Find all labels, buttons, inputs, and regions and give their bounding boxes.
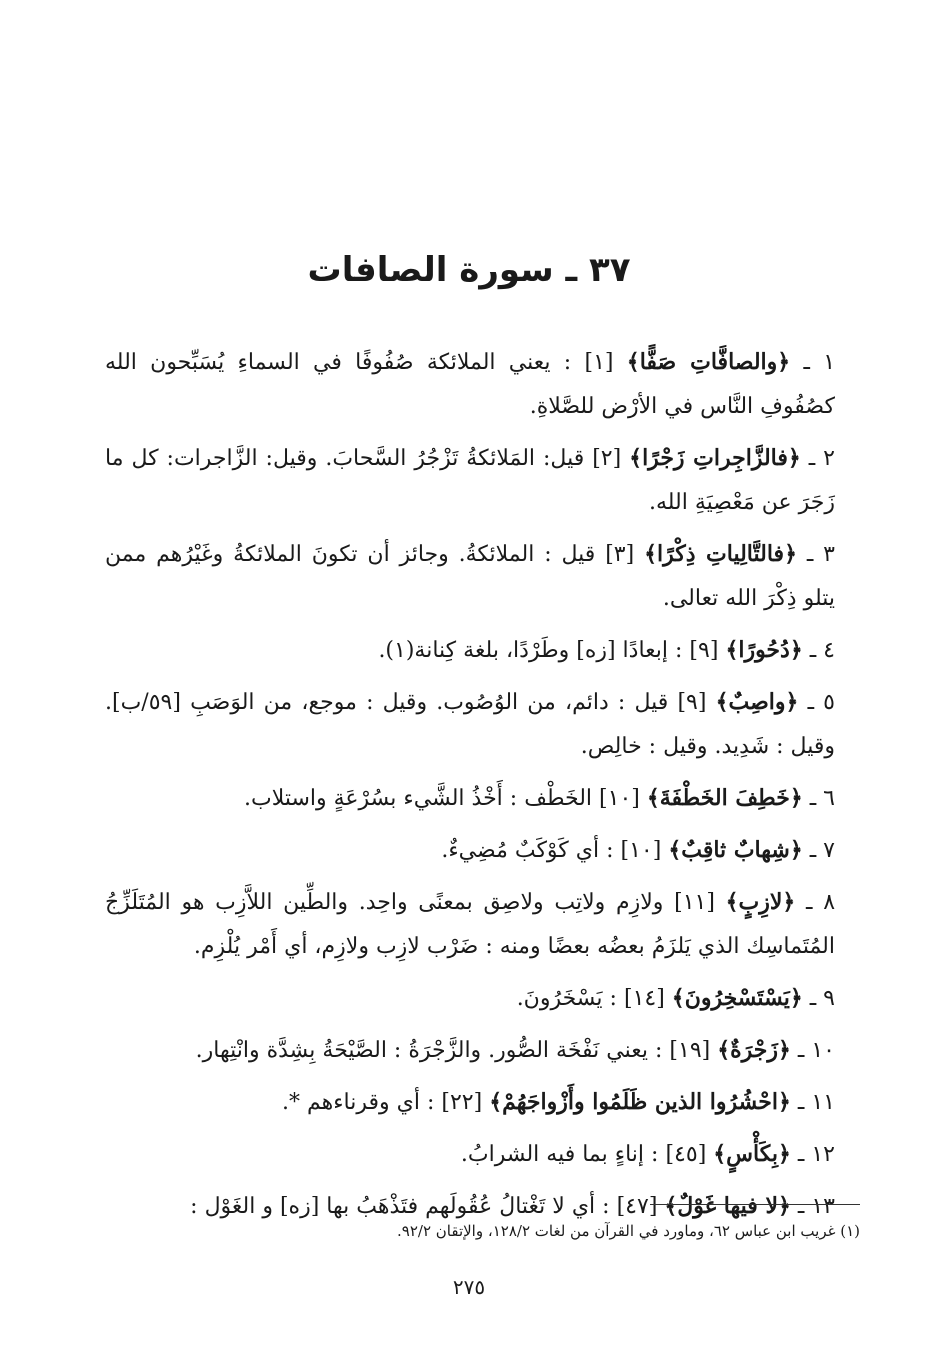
quran-quote: ﴿زَجْرَةٌ﴾	[717, 1037, 791, 1063]
entry-text: : يعني نَفْخَة الصُّور. والزَّجْرَةُ : الصَّيْحَةُ بِشِدَّة وانْتِهار.	[195, 1038, 663, 1063]
verse-reference: [٤٧]	[616, 1194, 658, 1219]
entry-text: : يَسْخَرُونَ.	[516, 986, 617, 1011]
verse-reference: [٣]	[605, 542, 635, 567]
entry-number: ٩ ـ	[809, 986, 835, 1011]
entry-text: قيل: المَلائكةُ تَزْجُرُ السَّحابَ. وقيل: الزَّاجرات: كل ما زَجَرَ عن مَعْصِيَةِ الله.	[105, 446, 835, 515]
verse-reference: [٢]	[592, 446, 622, 471]
verse-reference: [٢٢]	[441, 1090, 483, 1115]
entry-text: : إناءٍ بما فيه الشرابُ.	[460, 1142, 659, 1167]
glossary-entry	[105, 776, 835, 821]
entry-text: قيل : الملائكةُ. وجائز أن تكونَ الملائكةُ وغَيْرُهم ممن يتلو ذِكْرَ الله تعالى.	[105, 542, 835, 611]
entry-number: ٦ ـ	[809, 786, 835, 811]
quran-quote: ﴿فالتَّالِياتِ ذِكْرًا﴾	[644, 541, 797, 567]
page-number: ٢٧٥	[452, 1275, 486, 1299]
entry-text: : أي وقرناءهم *.	[281, 1090, 435, 1115]
entry-number: ٢ ـ	[808, 446, 835, 471]
glossary-entry	[105, 976, 835, 1021]
page-title: ٣٧ ـ سورة الصافات	[307, 250, 631, 290]
glossary-entry	[105, 340, 835, 429]
verse-reference: [١]	[584, 350, 614, 375]
entry-number: ٧ ـ	[809, 838, 835, 863]
entry-number: ١٢ ـ	[797, 1142, 835, 1167]
verse-reference: [١٠]	[599, 786, 640, 811]
entry-text: قيل : دائم، من الوُصُوب. وقيل : موجع، من الوَصَبِ [٥٩/ب]. وقيل : شَدِيد. وقيل : خالِص.	[105, 690, 835, 759]
footnote: (١) غريب ابن عباس ٦٢، وماورد في القرآن من لغات ١٢٨/٢، والإتقان ٩٢/٢.	[397, 1222, 860, 1240]
footnote-divider	[650, 1204, 860, 1205]
glossary-entry	[105, 436, 835, 525]
glossary-entry	[105, 628, 835, 673]
quran-quote: ﴿لازِبٍ﴾	[725, 889, 796, 915]
quran-quote: ﴿واصِبٌ﴾	[715, 689, 799, 715]
entry-text: الخَطْف : أَخْذُ الشَّيء بسُرْعَةٍ واستلاب.	[243, 786, 593, 811]
quran-quote: ﴿لا فيها غَوْلٌ﴾	[664, 1193, 791, 1219]
entry-number: ٥ ـ	[807, 690, 835, 715]
verse-reference: [١١]	[674, 890, 715, 915]
glossary-entry	[105, 880, 835, 969]
entry-text: ولازِم ولاتِب ولاصِق بمعنًى واحِد. والطِّين اللاَّزِب هو المُتَلَزِّجُ المُتَماسِك الذي يَلزَمُ بعضُه بعضًا ومنه : ضَرْب لازِب ولازِم، أي أَمْر يُلْزِم.	[105, 890, 835, 959]
entry-number: ١ ـ	[803, 350, 836, 375]
verse-reference: [١٩]	[669, 1038, 711, 1063]
glossary-entry	[105, 1132, 835, 1177]
entry-number: ٣ ـ	[806, 542, 835, 567]
entry-number: ١١ ـ	[797, 1090, 835, 1115]
verse-reference: [١٤]	[623, 986, 665, 1011]
verse-reference: [٩]	[677, 690, 707, 715]
entry-number: ٨ ـ	[806, 890, 836, 915]
glossary-entry	[105, 532, 835, 621]
verse-reference: [٤٥]	[665, 1142, 707, 1167]
entry-number: ١٠ ـ	[797, 1038, 835, 1063]
quran-quote: ﴿والصافَّاتِ صَفًّا﴾	[626, 349, 791, 375]
quran-quote: ﴿يَسْتَسْخِرُونَ﴾	[671, 985, 803, 1011]
entry-number: ١٣ ـ	[797, 1194, 835, 1219]
glossary-entry	[105, 680, 835, 769]
verse-reference: [٩]	[689, 638, 719, 663]
glossary-entry	[105, 1080, 835, 1125]
quran-quote: ﴿بِكَأْسٍ﴾	[713, 1141, 791, 1167]
entry-text: : يعني الملائكة صُفُوفًا في السماءِ يُسَبِّحون الله كصُفُوفِ النَّاس في الأرْض للصَّلاةِ.	[105, 350, 835, 419]
entry-text: : أي كَوْكَبٌ مُضِيءٌ.	[441, 838, 614, 863]
entry-number: ٤ ـ	[809, 638, 835, 663]
glossary-entry	[105, 1028, 835, 1073]
quran-quote: ﴿فالزَّاجِراتِ زَجْرًا﴾	[629, 445, 801, 471]
quran-quote: ﴿خَطِفَ الخَطْفَةَ﴾	[646, 785, 803, 811]
quran-quote: ﴿احْشُرُوا الذين ظَلَمُوا وأَزْواجَهُمْ﴾	[489, 1089, 791, 1115]
glossary-body	[105, 340, 835, 1236]
glossary-entry	[105, 828, 835, 873]
verse-reference: [١٠]	[620, 838, 662, 863]
entry-text: : أي لا تَغْتالُ عُقُولَهم فتَذْهَبُ بها [زه] و الغَوْل :	[190, 1194, 610, 1219]
quran-quote: ﴿شِهابٌ ثاقِبٌ﴾	[668, 837, 803, 863]
quran-quote: ﴿دُحُورًا﴾	[725, 637, 803, 663]
entry-text: : إبعادًا [زه] وطَرْدًا، بلغة كِنانة(١).	[378, 638, 683, 663]
